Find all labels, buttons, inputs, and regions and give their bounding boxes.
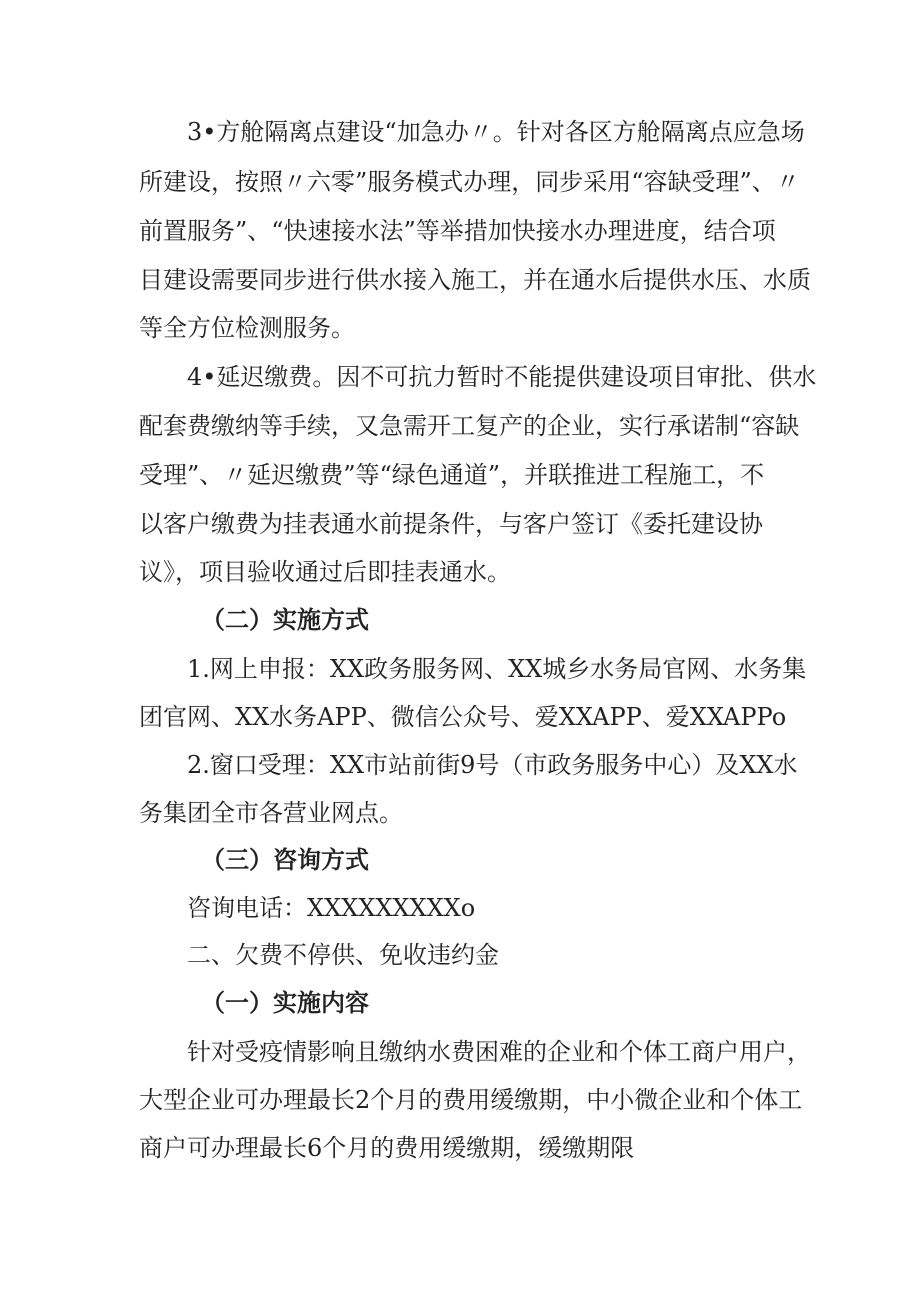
para-4-line-3: 受理”、〃延迟缴费”等“绿色通道”，并联推进工程施工，不 <box>139 461 765 489</box>
heading-implementation-method: （二）实施方式 <box>201 606 369 634</box>
para-3-line-5: 等全方位检测服务。 <box>139 314 355 342</box>
section-two-heading: 二、欠费不停供、免收违约金 <box>187 941 499 969</box>
window-line-2: 务集团全市各营业网点。 <box>139 799 403 827</box>
heading-implementation-content: （一）实施内容 <box>201 989 369 1017</box>
para-4-line-5: 议》，项目验收通过后即挂表通水。 <box>139 558 511 586</box>
consult-phone: 咨询电话：XXXXXXXXXo <box>187 894 476 922</box>
para-4-line-4: 以客户缴费为挂表通水前提条件，与客户签订《委托建设协 <box>139 510 763 538</box>
para-3-line-1: 3•方舱隔离点建设“加急办〃。针对各区方舱隔离点应急场 <box>187 118 805 146</box>
content-line-3: 商户可办理最长6个月的费用缓缴期，缓缴期限 <box>139 1134 635 1162</box>
para-3-line-4: 目建设需要同步进行供水接入施工，并在通水后提供水压、水质 <box>139 266 811 294</box>
para-4-line-2: 配套费缴纳等手续，又急需开工复产的企业，实行承诺制“容缺 <box>139 412 800 440</box>
para-3-line-2: 所建设，按照〃六零”服务模式办理，同步采用“容缺受理”、〃 <box>139 168 800 196</box>
heading-consultation: （三）咨询方式 <box>201 846 369 874</box>
online-line-2: 团官网、XX水务APP、微信公众号、爱XXAPP、爱XXAPPo <box>139 703 787 731</box>
content-line-1: 针对受疫情影响且缴纳水费困难的企业和个体工商户用户， <box>187 1038 811 1066</box>
para-4-line-1: 4•延迟缴费。因不可抗力暂时不能提供建设项目审批、供水 <box>187 363 817 391</box>
content-line-2: 大型企业可办理最长2个月的费用缓缴期，中小微企业和个体工 <box>139 1086 803 1114</box>
para-3-line-3: 前置服务”、“快速接水法”等举措加快接水办理进度，结合项 <box>139 217 776 245</box>
window-line-1: 2.窗口受理：XX市站前街9号（市政务服务中心）及XX水 <box>187 751 798 779</box>
online-line-1: 1.网上申报：XX政务服务网、XX城乡水务局官网、水务集 <box>187 655 807 683</box>
